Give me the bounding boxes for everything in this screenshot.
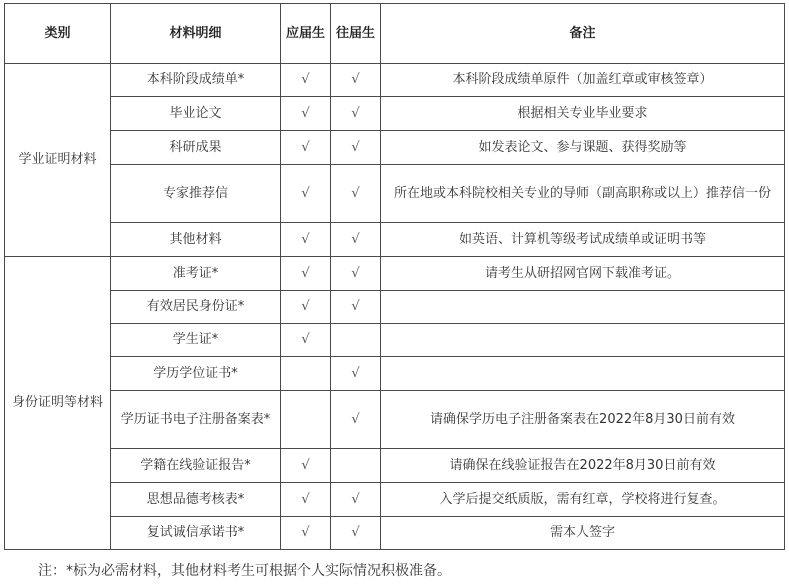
material-cell: 毕业论文 <box>111 97 281 131</box>
remark-cell <box>381 357 785 391</box>
material-cell: 复试诚信承诺书* <box>111 517 281 550</box>
past-check: √ <box>331 483 381 517</box>
header-material: 材料明细 <box>111 4 281 64</box>
header-category: 类别 <box>5 4 111 64</box>
table-row <box>5 357 785 391</box>
current-check: √ <box>281 324 331 357</box>
past-check: √ <box>331 131 381 165</box>
current-check: √ <box>281 97 331 131</box>
remark-cell: 入学后提交纸质版，需有红章，学校将进行复查。 <box>381 483 785 517</box>
past-check: √ <box>331 391 381 449</box>
current-check <box>281 357 331 391</box>
past-check: √ <box>331 97 381 131</box>
remark-cell: 请确保学历电子注册备案表在2022年8月30日前有效 <box>381 391 785 449</box>
current-check: √ <box>281 291 331 324</box>
current-check: √ <box>281 449 331 483</box>
table-row <box>5 517 785 550</box>
material-cell: 有效居民身份证* <box>111 291 281 324</box>
table-row <box>5 483 785 517</box>
table-row <box>5 291 785 324</box>
table-row <box>5 223 785 257</box>
remark-cell: 如英语、计算机等级考试成绩单或证明书等 <box>381 223 785 257</box>
material-cell: 思想品德考核表* <box>111 483 281 517</box>
table-row <box>5 165 785 223</box>
remark-cell: 请确保在线验证报告在2022年8月30日前有效 <box>381 449 785 483</box>
table-row <box>5 449 785 483</box>
footnote: 注：*标为必需材料，其他材料考生可根据个人实际情况积极准备。 <box>38 563 451 579</box>
current-check: √ <box>281 483 331 517</box>
material-cell: 学历证书电子注册备案表* <box>111 391 281 449</box>
current-check <box>281 391 331 449</box>
current-check: √ <box>281 165 331 223</box>
current-check: √ <box>281 257 331 291</box>
table-row <box>5 324 785 357</box>
materials-table <box>4 3 785 550</box>
header-past: 往届生 <box>331 4 381 64</box>
past-check <box>331 324 381 357</box>
material-cell: 准考证* <box>111 257 281 291</box>
table-row <box>5 131 785 165</box>
material-cell: 学历学位证书* <box>111 357 281 391</box>
remark-cell: 所在地或本科院校相关专业的导师（副高职称或以上）推荐信一份 <box>381 165 785 223</box>
past-check: √ <box>331 165 381 223</box>
remark-cell: 需本人签字 <box>381 517 785 550</box>
past-check: √ <box>331 223 381 257</box>
past-check: √ <box>331 291 381 324</box>
remark-cell: 本科阶段成绩单原件（加盖红章或审核签章） <box>381 64 785 97</box>
material-cell: 其他材料 <box>111 223 281 257</box>
past-check <box>331 449 381 483</box>
past-check: √ <box>331 257 381 291</box>
past-check: √ <box>331 357 381 391</box>
current-check: √ <box>281 131 331 165</box>
material-cell: 专家推荐信 <box>111 165 281 223</box>
header-current: 应届生 <box>281 4 331 64</box>
category-cell: 身份证明等材料 <box>5 257 111 550</box>
header-row <box>5 4 785 64</box>
current-check: √ <box>281 64 331 97</box>
past-check: √ <box>331 517 381 550</box>
current-check: √ <box>281 223 331 257</box>
category-cell: 学业证明材料 <box>5 64 111 257</box>
remark-cell: 如发表论文、参与课题、获得奖励等 <box>381 131 785 165</box>
table-row <box>5 64 785 97</box>
table-row <box>5 97 785 131</box>
current-check: √ <box>281 517 331 550</box>
remark-cell <box>381 324 785 357</box>
material-cell: 科研成果 <box>111 131 281 165</box>
remark-cell: 根据相关专业毕业要求 <box>381 97 785 131</box>
header-remark: 备注 <box>381 4 785 64</box>
remark-cell <box>381 291 785 324</box>
table-row <box>5 391 785 449</box>
material-cell: 学籍在线验证报告* <box>111 449 281 483</box>
table-row <box>5 257 785 291</box>
past-check: √ <box>331 64 381 97</box>
material-cell: 本科阶段成绩单* <box>111 64 281 97</box>
remark-cell: 请考生从研招网官网下载准考证。 <box>381 257 785 291</box>
material-cell: 学生证* <box>111 324 281 357</box>
